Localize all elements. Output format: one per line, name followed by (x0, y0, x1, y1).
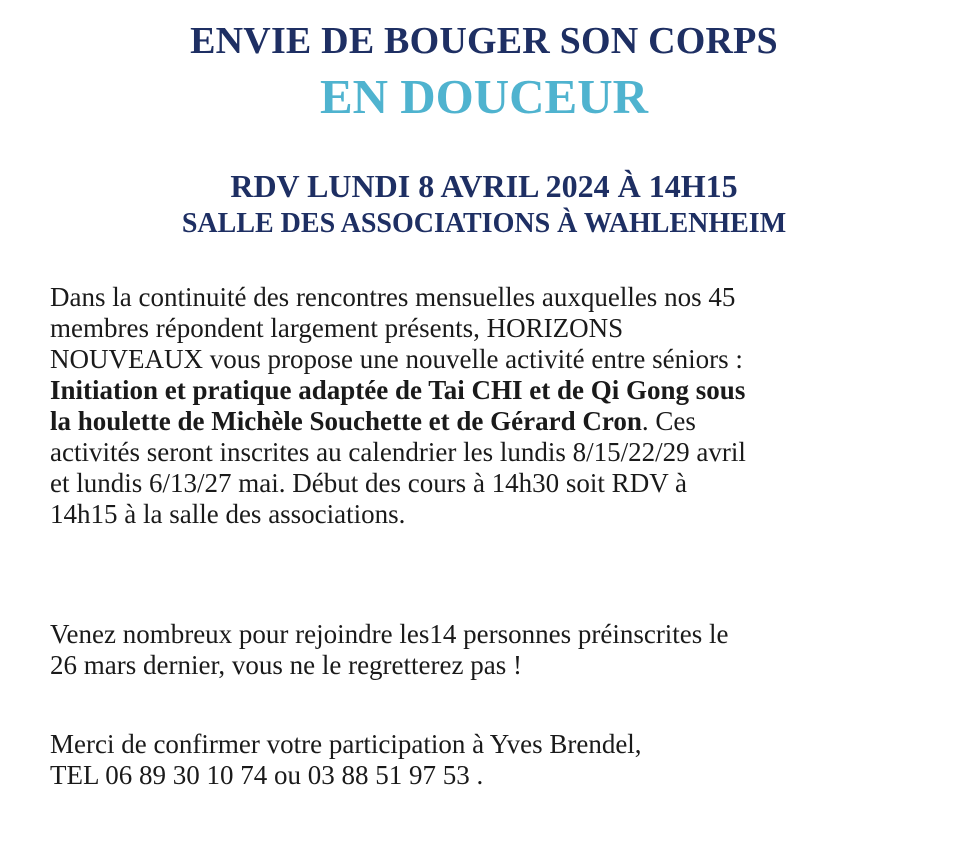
headline-line-1: ENVIE DE BOUGER SON CORPS (190, 20, 778, 62)
paragraph-line-tail: . Ces (641, 406, 696, 436)
rdv-date: RDV LUNDI 8 AVRIL 2024 À 14H15 (230, 168, 738, 204)
paragraph-line: Dans la continuité des rencontres mensuelles auxquelles nos 45 (50, 282, 736, 312)
headline-line-2: EN DOUCEUR (319, 69, 649, 124)
paragraph-line: NOUVEAUX vous propose une nouvelle activité entre séniors : (50, 344, 743, 374)
instructors-highlight: la houlette de Michèle Souchette et de Gérard Cron (50, 406, 642, 436)
paragraph-line: activités seront inscrites au calendrier les lundis 8/15/22/29 avril (50, 437, 746, 467)
intro-paragraph (50, 282, 920, 530)
paragraph-line: 26 mars dernier, vous ne le regretterez pas ! (50, 650, 522, 680)
paragraph-line: membres répondent largement présents, HORIZONS (50, 313, 624, 343)
paragraph-line: et lundis 6/13/27 mai. Début des cours à 14h30 soit RDV à (50, 468, 687, 498)
contact-paragraph (50, 729, 920, 791)
phone-numbers: TEL 06 89 30 10 74 ou 03 88 51 97 53 . (50, 760, 484, 790)
invitation-paragraph (50, 619, 920, 681)
paragraph-line: Venez nombreux pour rejoindre les14 personnes préinscrites le (50, 619, 729, 649)
activity-highlight: Initiation et pratique adaptée de Tai CHI et de Qi Gong sous (50, 375, 746, 405)
paragraph-line: 14h15 à la salle des associations. (50, 499, 406, 529)
rdv-place: SALLE DES ASSOCIATIONS À WAHLENHEIM (181, 208, 787, 239)
contact-line: Merci de confirmer votre participation à Yves Brendel, (50, 729, 642, 759)
